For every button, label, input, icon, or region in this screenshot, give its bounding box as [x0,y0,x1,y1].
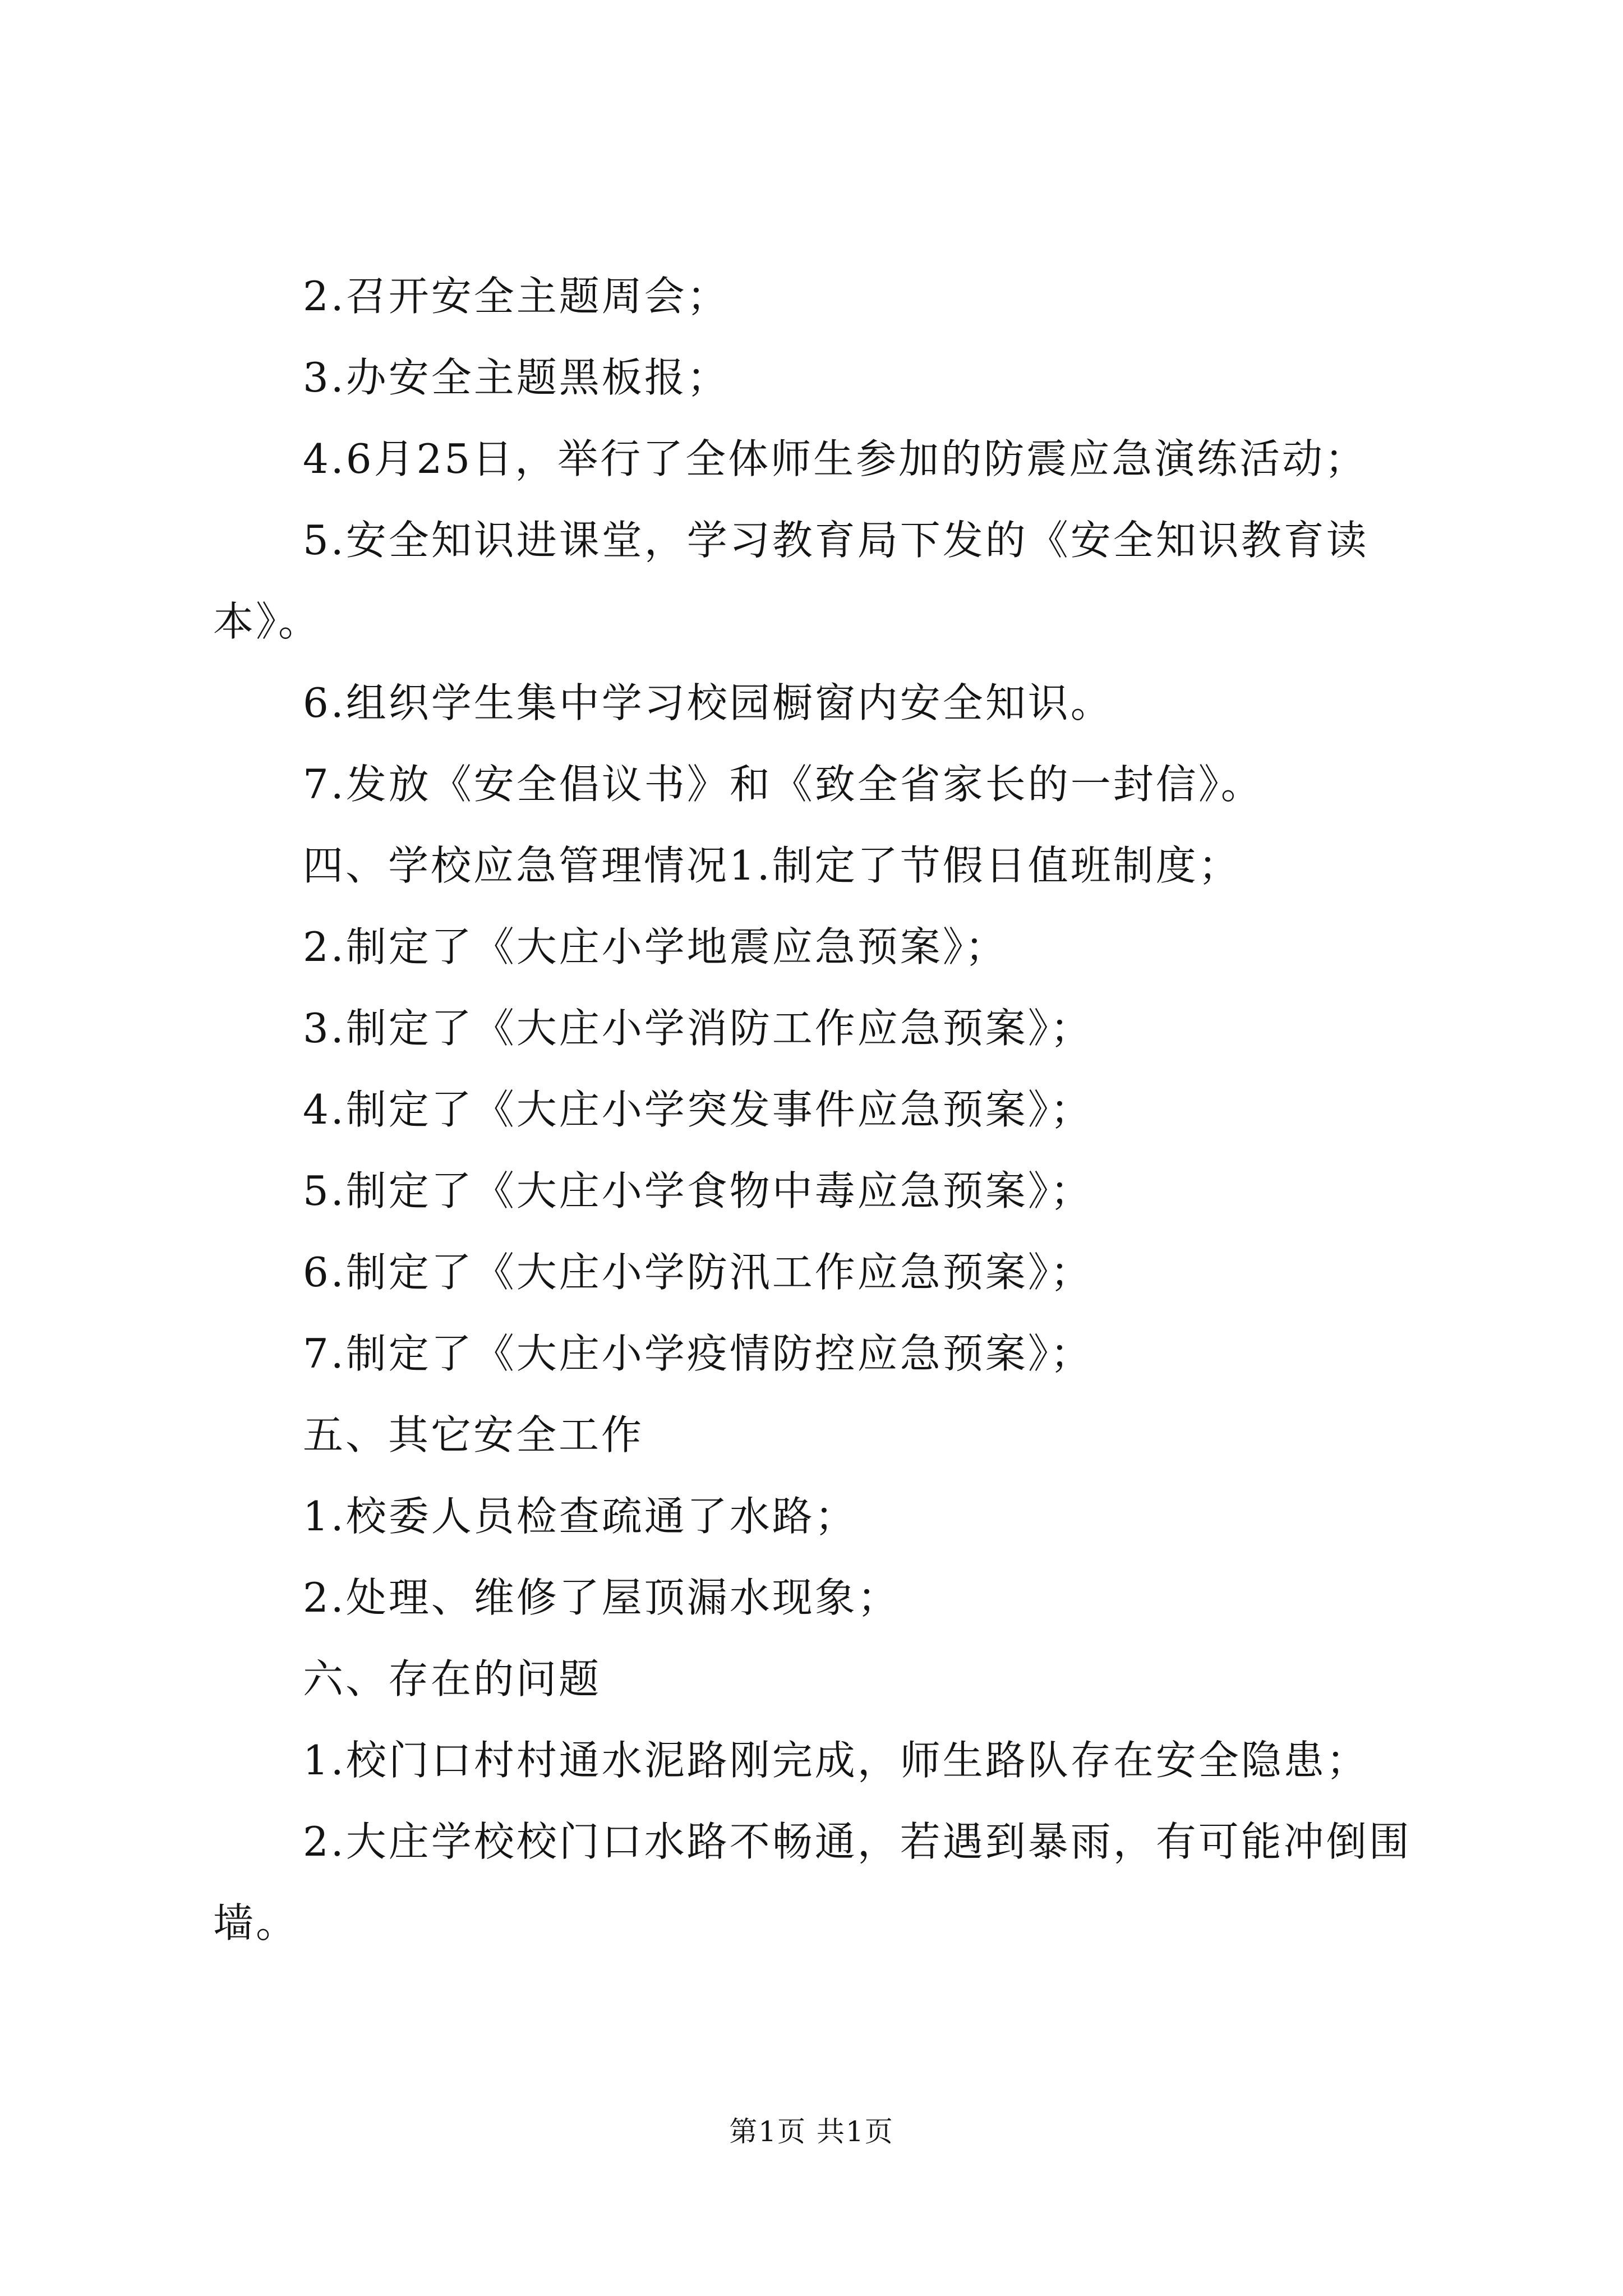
paragraph: 7.发放《安全倡议书》和《致全省家长的一封信》。 [303,761,1264,808]
paragraph: 4.制定了《大庄小学突发事件应急预案》； [303,1086,1093,1133]
section-heading: 六、存在的问题 [303,1655,602,1703]
paragraph: 1.校门口村村通水泥路刚完成，师生路队存在安全隐患； [303,1737,1369,1784]
paragraph: 3.制定了《大庄小学消防工作应急预案》； [303,1005,1093,1052]
page-footer [0,2109,1623,2150]
paragraph: 2.召开安全主题周会； [303,273,730,320]
paragraph: 1.校委人员检查疏通了水路； [303,1493,857,1540]
paragraph: 2.大庄学校校门口水路不畅通，若遇到暴雨，有可能冲倒围墙。 [213,1818,1412,1947]
paragraph: 4.6月25日，举行了全体师生参加的防震应急演练活动； [303,435,1368,482]
paragraph: 5.制定了《大庄小学食物中毒应急预案》； [303,1167,1093,1214]
paragraph: 5.安全知识进课堂，学习教育局下发的《安全知识教育读本》。 [213,517,1369,645]
paragraph: 2.制定了《大庄小学地震应急预案》； [303,923,1008,970]
page-number-label: 第1页 共1页 [729,2115,894,2148]
section-heading: 五、其它安全工作 [303,1411,644,1458]
document-body [213,256,1436,1964]
paragraph: 7.制定了《大庄小学疫情防控应急预案》； [303,1330,1093,1377]
paragraph: 6.组织学生集中学习校园橱窗内安全知识。 [303,679,1113,726]
paragraph: 6.制定了《大庄小学防汛工作应急预案》； [303,1249,1093,1296]
paragraph: 2.处理、维修了屋顶漏水现象； [303,1574,900,1621]
section-heading-paragraph: 四、学校应急管理情况1.制定了节假日值班制度； [303,842,1241,889]
paragraph: 3.办安全主题黑板报； [303,354,730,401]
